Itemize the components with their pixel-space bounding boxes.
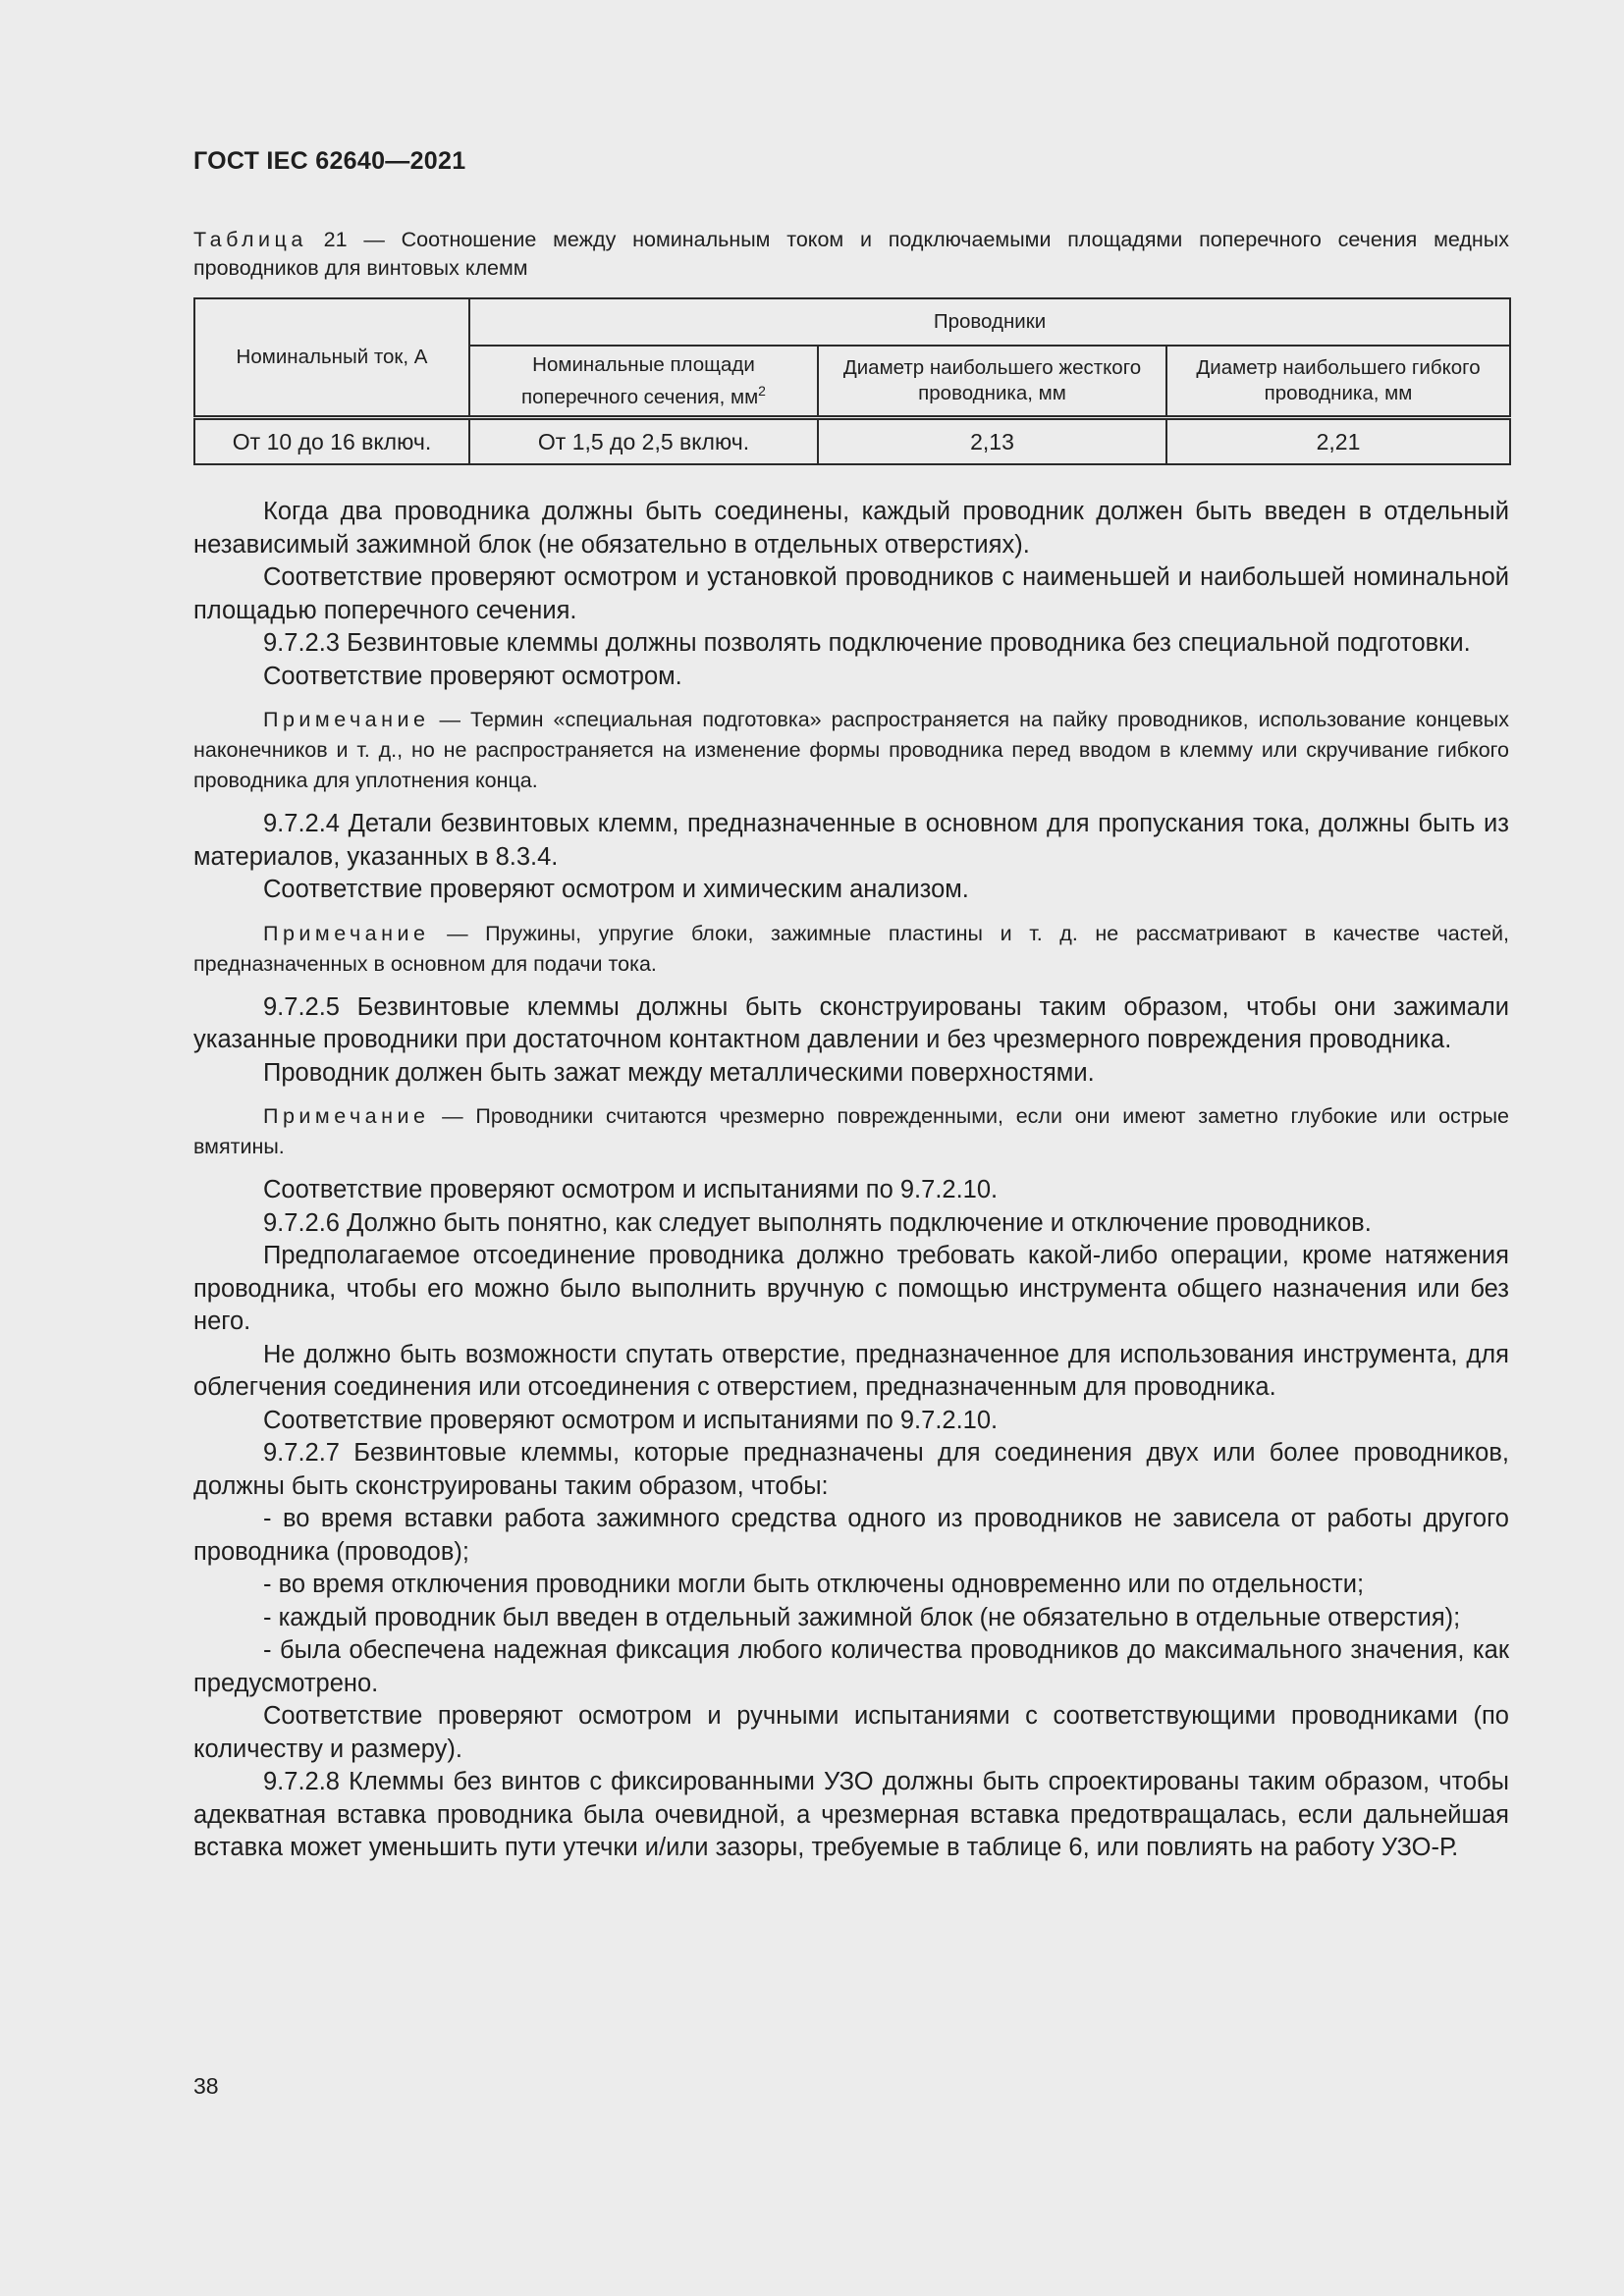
cell-area: От 1,5 до 2,5 включ. bbox=[469, 418, 818, 465]
paragraph: Соответствие проверяют осмотром и испытаниями по 9.7.2.10. bbox=[263, 1176, 999, 1203]
header-rated-current: Номинальный ток, А bbox=[194, 298, 469, 418]
header-rigid-diameter: Диаметр наибольшего жесткого проводника, мм bbox=[818, 346, 1166, 418]
paragraph: 9.7.2.6 Должно быть понятно, как следует выполнять подключение и отключение проводников. bbox=[263, 1208, 1372, 1237]
list-item: - во время вставки работа зажимного средства одного из проводников не зависела от работы другого проводника (проводов); bbox=[193, 1505, 1509, 1566]
paragraph: Когда два проводника должны быть соединены, каждый проводник должен быть введен в отдельный независимый зажимной блок (не обязательно в отдельных отверстиях). bbox=[193, 498, 1509, 559]
conductor-table bbox=[193, 297, 1511, 465]
paragraph: Не должно быть возможности спутать отверстие, предназначенное для использования инструмента, для облегчения соединения или отсоединения с отверстием, предназначенным для проводника. bbox=[193, 1340, 1509, 1401]
cell-rigid: 2,13 bbox=[818, 418, 1166, 465]
note: Примечание — Пружины, упругие блоки, зажимные пластины и т. д. не рассматривают в качестве частей, предназначенных в основном для подачи тока. bbox=[193, 921, 1509, 976]
table-caption bbox=[193, 226, 1509, 283]
table-caption-text: 21 — Соотношение между номинальным током и подключаемыми площадями поперечного сечения медных проводников для винтовых клемм bbox=[193, 228, 1509, 280]
paragraph: 9.7.2.8 Клеммы без винтов с фиксированными УЗО должны быть спроектированы таким образом, чтобы адекватная вставка проводника была очевидной, а чрезмерная вставка предотвращалась, если дальнейшая вставка может уменьшить пути утечки и/или зазоры, требуемые в таблице 6, или повлиять на работу УЗО-Р. bbox=[193, 1768, 1509, 1861]
note-label: Примечание bbox=[263, 1104, 430, 1128]
paragraph: Соответствие проверяют осмотром и ручными испытаниями с соответствующими проводниками (по количеству и размеру). bbox=[193, 1702, 1509, 1763]
list-item: - во время отключения проводники могли быть отключены одновременно или по отдельности; bbox=[263, 1571, 1365, 1598]
document-header: ГОСТ IEC 62640—2021 bbox=[193, 147, 466, 175]
paragraph: 9.7.2.7 Безвинтовые клеммы, которые предназначены для соединения двух или более проводников, должны быть сконструированы таким образом, чтобы: bbox=[193, 1439, 1509, 1500]
header-conductors: Проводники bbox=[469, 298, 1510, 346]
paragraph: 9.7.2.5 Безвинтовые клеммы должны быть сконструированы таким образом, чтобы они зажимали указанные проводники при достаточном контактном давлении и без чрезмерного повреждения проводника. bbox=[193, 992, 1509, 1053]
note: Примечание — Проводники считаются чрезмерно поврежденными, если они имеют заметно глубокие или острые вмятины. bbox=[193, 1104, 1509, 1158]
paragraph: Соответствие проверяют осмотром и установкой проводников с наименьшей и наибольшей номинальной площадью поперечного сечения. bbox=[193, 563, 1509, 624]
header-area: Номинальные площади поперечного сечения, $мм^2$ bbox=[469, 346, 818, 418]
paragraph: Предполагаемое отсоединение проводника должно требовать какой-либо операции, кроме натяжения проводника, чтобы его можно было выполнить вручную с помощью инструмента общего назначения или без него. bbox=[193, 1242, 1509, 1335]
header-flexible-diameter: Диаметр наибольшего гибкого проводника, мм bbox=[1166, 346, 1510, 418]
cell-flexible: 2,21 bbox=[1166, 418, 1510, 465]
cell-current: От 10 до 16 включ. bbox=[194, 418, 469, 465]
page-number: 38 bbox=[193, 2073, 219, 2099]
paragraph: 9.7.2.4 Детали безвинтовых клемм, предназначенные в основном для пропускания тока, должны быть из материалов, указанных в 8.3.4. bbox=[193, 810, 1509, 871]
table-row bbox=[194, 418, 1510, 465]
paragraph: Соответствие проверяют осмотром и химическим анализом. bbox=[263, 876, 969, 903]
note-label: Примечание bbox=[263, 921, 430, 945]
note: Примечание — Термин «специальная подготовка» распространяется на пайку проводников, использование концевых наконечников и т. д., но не распространяется на изменение формы проводника перед вводом в клемму или скручивание гибкого проводника для уплотнения конца. bbox=[193, 708, 1509, 792]
body-text bbox=[193, 496, 1509, 1865]
paragraph: 9.7.2.3 Безвинтовые клеммы должны позволять подключение проводника без специальной подготовки. bbox=[263, 629, 1471, 657]
paragraph: Соответствие проверяют осмотром и испытаниями по 9.7.2.10. bbox=[263, 1406, 999, 1434]
note-label: Примечание bbox=[263, 708, 430, 731]
list-item: - каждый проводник был введен в отдельный зажимной блок (не обязательно в отдельные отверстия); bbox=[263, 1603, 1461, 1631]
table-caption-prefix: Таблица bbox=[193, 228, 307, 251]
paragraph: Соответствие проверяют осмотром. bbox=[263, 662, 682, 690]
list-item: - была обеспечена надежная фиксация любого количества проводников до максимального значения, как предусмотрено. bbox=[193, 1636, 1509, 1697]
paragraph: Проводник должен быть зажат между металлическими поверхностями. bbox=[263, 1058, 1095, 1087]
